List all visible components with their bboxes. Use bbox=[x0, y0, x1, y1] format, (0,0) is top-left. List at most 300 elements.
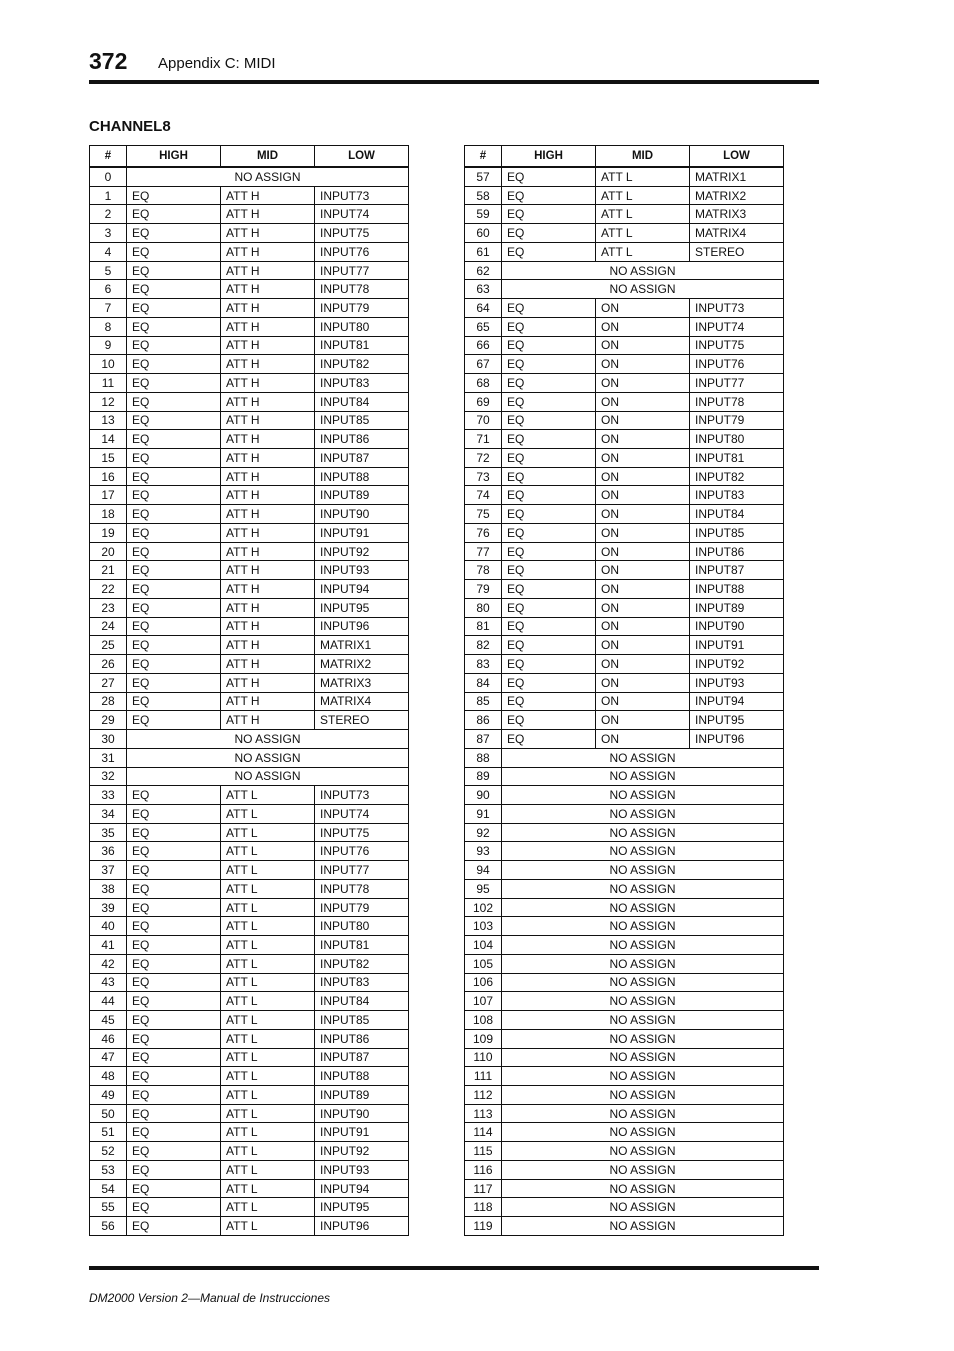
cell-mid: ON bbox=[596, 617, 690, 636]
cell-no-assign: NO ASSIGN bbox=[502, 1029, 784, 1048]
cell-high: EQ bbox=[127, 1067, 221, 1086]
cell-number: 24 bbox=[90, 617, 127, 636]
cell-mid: ATT L bbox=[221, 879, 315, 898]
cell-no-assign: NO ASSIGN bbox=[502, 1179, 784, 1198]
cell-low: INPUT86 bbox=[690, 542, 784, 561]
cell-low: INPUT76 bbox=[315, 242, 409, 261]
cell-mid: ATT L bbox=[221, 1160, 315, 1179]
table-row bbox=[465, 673, 784, 692]
cell-number: 10 bbox=[90, 355, 127, 374]
cell-low: INPUT92 bbox=[690, 655, 784, 674]
cell-low: INPUT83 bbox=[690, 486, 784, 505]
cell-high: EQ bbox=[502, 355, 596, 374]
cell-low: INPUT84 bbox=[690, 505, 784, 524]
cell-low: INPUT73 bbox=[690, 299, 784, 318]
cell-high: EQ bbox=[127, 449, 221, 468]
cell-number: 72 bbox=[465, 449, 502, 468]
cell-no-assign: NO ASSIGN bbox=[502, 879, 784, 898]
cell-number: 65 bbox=[465, 317, 502, 336]
cell-mid: ATT H bbox=[221, 336, 315, 355]
table-row bbox=[465, 167, 784, 186]
cell-number: 48 bbox=[90, 1067, 127, 1086]
table-row bbox=[90, 636, 409, 655]
cell-number: 14 bbox=[90, 430, 127, 449]
table-row bbox=[90, 917, 409, 936]
cell-number: 89 bbox=[465, 767, 502, 786]
cell-mid: ON bbox=[596, 355, 690, 374]
cell-low: INPUT90 bbox=[690, 617, 784, 636]
table-row bbox=[465, 598, 784, 617]
cell-low: STEREO bbox=[690, 242, 784, 261]
cell-number: 95 bbox=[465, 879, 502, 898]
cell-high: EQ bbox=[127, 280, 221, 299]
table-row bbox=[465, 842, 784, 861]
cell-mid: ATT L bbox=[221, 1067, 315, 1086]
table-row bbox=[465, 1123, 784, 1142]
cell-high: EQ bbox=[127, 786, 221, 805]
cell-low: MATRIX2 bbox=[690, 186, 784, 205]
cell-number: 27 bbox=[90, 673, 127, 692]
cell-no-assign: NO ASSIGN bbox=[502, 1067, 784, 1086]
cell-high: EQ bbox=[127, 561, 221, 580]
footer-rule bbox=[89, 1266, 819, 1270]
cell-high: EQ bbox=[127, 186, 221, 205]
cell-high: EQ bbox=[502, 561, 596, 580]
cell-number: 56 bbox=[90, 1217, 127, 1236]
cell-high: EQ bbox=[502, 673, 596, 692]
cell-no-assign: NO ASSIGN bbox=[502, 1085, 784, 1104]
cell-high: EQ bbox=[127, 205, 221, 224]
cell-high: EQ bbox=[127, 1217, 221, 1236]
cell-low: STEREO bbox=[315, 711, 409, 730]
cell-number: 81 bbox=[465, 617, 502, 636]
cell-mid: ATT L bbox=[221, 1179, 315, 1198]
cell-low: INPUT87 bbox=[315, 449, 409, 468]
cell-high: EQ bbox=[127, 823, 221, 842]
cell-mid: ATT H bbox=[221, 486, 315, 505]
cell-no-assign: NO ASSIGN bbox=[502, 280, 784, 299]
cell-mid: ATT L bbox=[596, 205, 690, 224]
table-body bbox=[465, 167, 784, 1235]
cell-number: 114 bbox=[465, 1123, 502, 1142]
cell-low: INPUT85 bbox=[690, 523, 784, 542]
table-row bbox=[90, 804, 409, 823]
cell-mid: ATT L bbox=[221, 898, 315, 917]
cell-low: INPUT94 bbox=[315, 580, 409, 599]
cell-number: 66 bbox=[465, 336, 502, 355]
column-header-number: # bbox=[465, 146, 502, 168]
table-row bbox=[90, 1085, 409, 1104]
cell-high: EQ bbox=[502, 167, 596, 186]
cell-mid: ATT H bbox=[221, 355, 315, 374]
table-row bbox=[465, 936, 784, 955]
cell-number: 68 bbox=[465, 374, 502, 393]
cell-number: 105 bbox=[465, 954, 502, 973]
table-row bbox=[90, 523, 409, 542]
column-header-low: LOW bbox=[315, 146, 409, 168]
cell-no-assign: NO ASSIGN bbox=[502, 936, 784, 955]
cell-number: 0 bbox=[90, 167, 127, 186]
cell-low: INPUT86 bbox=[315, 1029, 409, 1048]
table-row bbox=[465, 1217, 784, 1236]
table-row bbox=[465, 786, 784, 805]
cell-mid: ATT H bbox=[221, 467, 315, 486]
cell-mid: ATT H bbox=[221, 523, 315, 542]
cell-low: INPUT90 bbox=[315, 505, 409, 524]
table-row bbox=[90, 392, 409, 411]
cell-no-assign: NO ASSIGN bbox=[502, 1011, 784, 1030]
table-row bbox=[90, 467, 409, 486]
cell-high: EQ bbox=[127, 692, 221, 711]
cell-mid: ATT L bbox=[221, 992, 315, 1011]
cell-number: 57 bbox=[465, 167, 502, 186]
cell-high: EQ bbox=[127, 936, 221, 955]
cell-mid: ATT H bbox=[221, 542, 315, 561]
cell-high: EQ bbox=[127, 917, 221, 936]
cell-high: EQ bbox=[502, 467, 596, 486]
cell-high: EQ bbox=[502, 299, 596, 318]
cell-high: EQ bbox=[127, 430, 221, 449]
table-row bbox=[465, 767, 784, 786]
cell-number: 22 bbox=[90, 580, 127, 599]
cell-no-assign: NO ASSIGN bbox=[502, 1217, 784, 1236]
cell-low: INPUT74 bbox=[690, 317, 784, 336]
cell-number: 117 bbox=[465, 1179, 502, 1198]
cell-high: EQ bbox=[502, 205, 596, 224]
column-header-mid: MID bbox=[596, 146, 690, 168]
table-row bbox=[90, 299, 409, 318]
table-row bbox=[465, 467, 784, 486]
table-row bbox=[465, 1179, 784, 1198]
cell-high: EQ bbox=[127, 1048, 221, 1067]
cell-number: 13 bbox=[90, 411, 127, 430]
table-row bbox=[90, 861, 409, 880]
cell-low: INPUT92 bbox=[315, 1142, 409, 1161]
cell-mid: ATT L bbox=[221, 1123, 315, 1142]
table-row bbox=[465, 1198, 784, 1217]
cell-number: 82 bbox=[465, 636, 502, 655]
cell-low: INPUT94 bbox=[315, 1179, 409, 1198]
table-row bbox=[465, 523, 784, 542]
cell-low: INPUT96 bbox=[690, 730, 784, 749]
cell-mid: ATT H bbox=[221, 374, 315, 393]
cell-number: 102 bbox=[465, 898, 502, 917]
table-row bbox=[90, 374, 409, 393]
cell-no-assign: NO ASSIGN bbox=[502, 898, 784, 917]
cell-no-assign: NO ASSIGN bbox=[502, 954, 784, 973]
table-row bbox=[90, 280, 409, 299]
cell-number: 32 bbox=[90, 767, 127, 786]
cell-mid: ON bbox=[596, 430, 690, 449]
cell-low: INPUT75 bbox=[690, 336, 784, 355]
table-row bbox=[90, 1104, 409, 1123]
cell-number: 50 bbox=[90, 1104, 127, 1123]
cell-number: 21 bbox=[90, 561, 127, 580]
cell-no-assign: NO ASSIGN bbox=[502, 973, 784, 992]
cell-low: INPUT95 bbox=[315, 598, 409, 617]
table-row bbox=[90, 673, 409, 692]
table-row bbox=[90, 1142, 409, 1161]
cell-number: 61 bbox=[465, 242, 502, 261]
cell-high: EQ bbox=[502, 636, 596, 655]
cell-mid: ATT H bbox=[221, 598, 315, 617]
cell-low: INPUT88 bbox=[315, 467, 409, 486]
cell-number: 103 bbox=[465, 917, 502, 936]
cell-number: 55 bbox=[90, 1198, 127, 1217]
midi-table-right bbox=[464, 145, 784, 1236]
table-row bbox=[465, 336, 784, 355]
cell-low: INPUT77 bbox=[315, 261, 409, 280]
table-row bbox=[465, 392, 784, 411]
cell-mid: ATT L bbox=[221, 786, 315, 805]
cell-number: 11 bbox=[90, 374, 127, 393]
cell-number: 118 bbox=[465, 1198, 502, 1217]
cell-mid: ATT H bbox=[221, 224, 315, 243]
cell-number: 23 bbox=[90, 598, 127, 617]
cell-low: INPUT92 bbox=[315, 542, 409, 561]
cell-mid: ATT H bbox=[221, 617, 315, 636]
cell-high: EQ bbox=[127, 411, 221, 430]
cell-mid: ON bbox=[596, 486, 690, 505]
cell-number: 42 bbox=[90, 954, 127, 973]
footer-text: DM2000 Version 2—Manual de Instrucciones bbox=[89, 1291, 331, 1305]
cell-high: EQ bbox=[127, 355, 221, 374]
cell-high: EQ bbox=[502, 523, 596, 542]
cell-high: EQ bbox=[502, 505, 596, 524]
cell-low: INPUT91 bbox=[315, 523, 409, 542]
cell-number: 51 bbox=[90, 1123, 127, 1142]
cell-high: EQ bbox=[502, 186, 596, 205]
cell-high: EQ bbox=[502, 711, 596, 730]
cell-number: 54 bbox=[90, 1179, 127, 1198]
cell-no-assign: NO ASSIGN bbox=[502, 861, 784, 880]
cell-high: EQ bbox=[127, 392, 221, 411]
cell-mid: ATT L bbox=[221, 973, 315, 992]
cell-number: 90 bbox=[465, 786, 502, 805]
cell-mid: ON bbox=[596, 317, 690, 336]
table-row bbox=[465, 1142, 784, 1161]
table-row bbox=[465, 617, 784, 636]
cell-number: 38 bbox=[90, 879, 127, 898]
table-row bbox=[465, 411, 784, 430]
cell-number: 64 bbox=[465, 299, 502, 318]
cell-mid: ON bbox=[596, 336, 690, 355]
table-row bbox=[465, 449, 784, 468]
table-row bbox=[90, 261, 409, 280]
cell-low: INPUT83 bbox=[315, 973, 409, 992]
cell-low: INPUT81 bbox=[315, 936, 409, 955]
table-row bbox=[465, 317, 784, 336]
table-row bbox=[90, 692, 409, 711]
cell-low: INPUT73 bbox=[315, 186, 409, 205]
cell-low: MATRIX1 bbox=[690, 167, 784, 186]
cell-number: 58 bbox=[465, 186, 502, 205]
cell-low: INPUT93 bbox=[315, 561, 409, 580]
cell-low: MATRIX1 bbox=[315, 636, 409, 655]
table-row bbox=[465, 261, 784, 280]
table-row bbox=[465, 1085, 784, 1104]
cell-number: 33 bbox=[90, 786, 127, 805]
cell-low: INPUT75 bbox=[315, 823, 409, 842]
cell-high: EQ bbox=[127, 617, 221, 636]
cell-high: EQ bbox=[127, 580, 221, 599]
cell-mid: ATT H bbox=[221, 411, 315, 430]
cell-low: INPUT91 bbox=[315, 1123, 409, 1142]
cell-no-assign: NO ASSIGN bbox=[502, 1198, 784, 1217]
cell-number: 62 bbox=[465, 261, 502, 280]
cell-high: EQ bbox=[127, 1104, 221, 1123]
cell-high: EQ bbox=[502, 242, 596, 261]
cell-number: 40 bbox=[90, 917, 127, 936]
cell-high: EQ bbox=[127, 542, 221, 561]
cell-low: INPUT95 bbox=[690, 711, 784, 730]
cell-number: 113 bbox=[465, 1104, 502, 1123]
cell-high: EQ bbox=[127, 879, 221, 898]
cell-low: INPUT77 bbox=[690, 374, 784, 393]
table-row bbox=[90, 1160, 409, 1179]
table-row bbox=[90, 355, 409, 374]
cell-no-assign: NO ASSIGN bbox=[127, 167, 409, 186]
cell-mid: ATT H bbox=[221, 242, 315, 261]
cell-high: EQ bbox=[502, 224, 596, 243]
cell-low: INPUT96 bbox=[315, 1217, 409, 1236]
table-row bbox=[465, 242, 784, 261]
cell-high: EQ bbox=[502, 392, 596, 411]
cell-mid: ON bbox=[596, 449, 690, 468]
table-row bbox=[90, 617, 409, 636]
cell-high: EQ bbox=[127, 598, 221, 617]
cell-number: 1 bbox=[90, 186, 127, 205]
table-row bbox=[465, 1104, 784, 1123]
cell-number: 30 bbox=[90, 730, 127, 749]
table-row bbox=[465, 711, 784, 730]
cell-number: 78 bbox=[465, 561, 502, 580]
table-row bbox=[465, 1160, 784, 1179]
table-row bbox=[90, 954, 409, 973]
column-header-high: HIGH bbox=[502, 146, 596, 168]
cell-low: INPUT86 bbox=[315, 430, 409, 449]
chapter-title: Appendix C: MIDI bbox=[158, 55, 276, 72]
cell-number: 106 bbox=[465, 973, 502, 992]
cell-mid: ATT L bbox=[596, 167, 690, 186]
cell-mid: ON bbox=[596, 523, 690, 542]
cell-number: 94 bbox=[465, 861, 502, 880]
cell-mid: ATT L bbox=[596, 224, 690, 243]
cell-mid: ATT H bbox=[221, 430, 315, 449]
cell-number: 43 bbox=[90, 973, 127, 992]
cell-high: EQ bbox=[127, 299, 221, 318]
cell-low: INPUT94 bbox=[690, 692, 784, 711]
cell-number: 29 bbox=[90, 711, 127, 730]
cell-number: 107 bbox=[465, 992, 502, 1011]
cell-low: MATRIX4 bbox=[315, 692, 409, 711]
cell-mid: ATT L bbox=[596, 242, 690, 261]
table-header-row bbox=[90, 146, 409, 168]
cell-number: 5 bbox=[90, 261, 127, 280]
table-row bbox=[465, 748, 784, 767]
cell-number: 112 bbox=[465, 1085, 502, 1104]
cell-number: 37 bbox=[90, 861, 127, 880]
cell-number: 70 bbox=[465, 411, 502, 430]
cell-mid: ATT L bbox=[221, 917, 315, 936]
cell-high: EQ bbox=[502, 598, 596, 617]
table-row bbox=[465, 1067, 784, 1086]
cell-mid: ATT H bbox=[221, 186, 315, 205]
cell-number: 52 bbox=[90, 1142, 127, 1161]
section-title: CHANNEL8 bbox=[89, 118, 171, 135]
cell-mid: ATT L bbox=[221, 804, 315, 823]
cell-number: 2 bbox=[90, 205, 127, 224]
cell-high: EQ bbox=[127, 842, 221, 861]
cell-low: INPUT88 bbox=[690, 580, 784, 599]
cell-mid: ATT L bbox=[221, 1048, 315, 1067]
cell-high: EQ bbox=[127, 898, 221, 917]
cell-low: INPUT74 bbox=[315, 205, 409, 224]
table-row bbox=[90, 1011, 409, 1030]
cell-number: 115 bbox=[465, 1142, 502, 1161]
table-row bbox=[465, 580, 784, 599]
cell-low: INPUT78 bbox=[315, 879, 409, 898]
cell-number: 16 bbox=[90, 467, 127, 486]
cell-number: 49 bbox=[90, 1085, 127, 1104]
cell-high: EQ bbox=[127, 374, 221, 393]
cell-low: INPUT82 bbox=[690, 467, 784, 486]
cell-low: INPUT78 bbox=[690, 392, 784, 411]
cell-low: INPUT96 bbox=[315, 617, 409, 636]
cell-low: INPUT77 bbox=[315, 861, 409, 880]
cell-number: 116 bbox=[465, 1160, 502, 1179]
cell-number: 59 bbox=[465, 205, 502, 224]
cell-low: INPUT79 bbox=[315, 299, 409, 318]
cell-high: EQ bbox=[502, 317, 596, 336]
cell-high: EQ bbox=[127, 1123, 221, 1142]
table-row bbox=[465, 186, 784, 205]
cell-no-assign: NO ASSIGN bbox=[502, 767, 784, 786]
cell-no-assign: NO ASSIGN bbox=[502, 1142, 784, 1161]
table-row bbox=[90, 936, 409, 955]
cell-number: 71 bbox=[465, 430, 502, 449]
cell-number: 41 bbox=[90, 936, 127, 955]
cell-number: 47 bbox=[90, 1048, 127, 1067]
cell-number: 63 bbox=[465, 280, 502, 299]
table-row bbox=[465, 205, 784, 224]
cell-high: EQ bbox=[502, 336, 596, 355]
cell-high: EQ bbox=[127, 1029, 221, 1048]
table-row bbox=[465, 917, 784, 936]
table-row bbox=[465, 898, 784, 917]
cell-number: 8 bbox=[90, 317, 127, 336]
table-row bbox=[465, 355, 784, 374]
table-row bbox=[465, 973, 784, 992]
table-row bbox=[90, 1067, 409, 1086]
cell-high: EQ bbox=[127, 317, 221, 336]
cell-high: EQ bbox=[502, 655, 596, 674]
cell-high: EQ bbox=[127, 861, 221, 880]
table-row bbox=[90, 898, 409, 917]
cell-number: 110 bbox=[465, 1048, 502, 1067]
table-row bbox=[90, 411, 409, 430]
cell-high: EQ bbox=[502, 730, 596, 749]
cell-number: 76 bbox=[465, 523, 502, 542]
cell-number: 7 bbox=[90, 299, 127, 318]
table-row bbox=[90, 823, 409, 842]
table-row bbox=[465, 823, 784, 842]
cell-mid: ON bbox=[596, 561, 690, 580]
cell-mid: ATT L bbox=[221, 936, 315, 955]
table-row bbox=[90, 1123, 409, 1142]
cell-number: 36 bbox=[90, 842, 127, 861]
table-row bbox=[90, 973, 409, 992]
